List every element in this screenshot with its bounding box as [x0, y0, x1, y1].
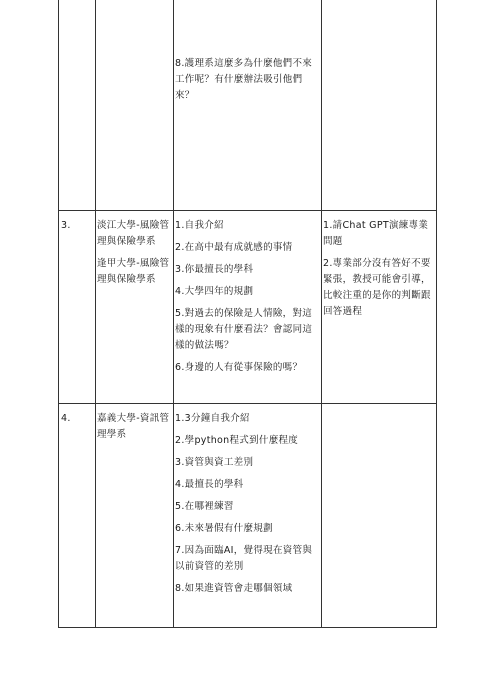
questions-cell [173, 211, 321, 403]
question-item: 7.因為面臨AI，覺得現在資管與以前資管的差別 [175, 545, 313, 572]
school-item: 淡江大學-風險管理與保險學系 [97, 220, 170, 247]
row-number: 4. [61, 413, 71, 424]
school-cell [95, 404, 173, 628]
question-item: 1.自我介紹 [175, 220, 224, 231]
questions-cell [173, 404, 321, 628]
note-item: 1.請Chat GPT演練專業問題 [323, 220, 429, 247]
question-item: 6.未來暑假有什麼規劃 [175, 523, 273, 534]
question-item: 2.學python程式到什麼程度 [175, 435, 299, 446]
school-cell [95, 211, 173, 403]
question-item: 4.最擅長的學科 [175, 479, 244, 490]
question-item: 4.大學四年的規劃 [175, 286, 254, 297]
question-item: 3.你最擅長的學科 [175, 264, 254, 275]
notes-cell [321, 0, 438, 210]
row-number-cell [59, 211, 95, 403]
question-item: 8.護理系這麼多為什麼他們不來工作呢？有什麼辦法吸引他們來？ [175, 58, 313, 101]
notes-cell [321, 211, 438, 403]
question-item: 8.如果進資管會走哪個領域 [175, 583, 293, 594]
question-item: 5.對過去的保險是人情險，對這樣的現象有什麼看法？會認同這樣的做法嗎？ [175, 308, 313, 351]
row-number-cell [59, 0, 95, 210]
question-item: 2.在高中最有成就感的事情 [175, 242, 293, 253]
note-item: 2.專業部分沒有答好不要緊張，教授可能會引導，比較注重的是你的判斷跟回答過程 [323, 258, 431, 317]
interview-table [58, 0, 437, 628]
question-item: 6.身邊的人有從事保險的嗎？ [175, 362, 303, 373]
notes-cell [321, 404, 438, 628]
question-item: 3.資管與資工差別 [175, 457, 254, 468]
school-item: 嘉義大學-資訊管理學系 [97, 413, 170, 440]
table-row [59, 403, 436, 628]
school-cell [95, 0, 173, 210]
table-row [59, 0, 436, 210]
school-item: 逢甲大學-風險管理與保險學系 [97, 258, 170, 285]
question-item: 5.在哪裡練習 [175, 501, 234, 512]
row-number-cell [59, 404, 95, 628]
table-row [59, 210, 436, 403]
questions-cell [173, 0, 321, 210]
question-item: 1.3分鐘自我介紹 [175, 413, 250, 424]
row-number: 3. [61, 220, 71, 231]
